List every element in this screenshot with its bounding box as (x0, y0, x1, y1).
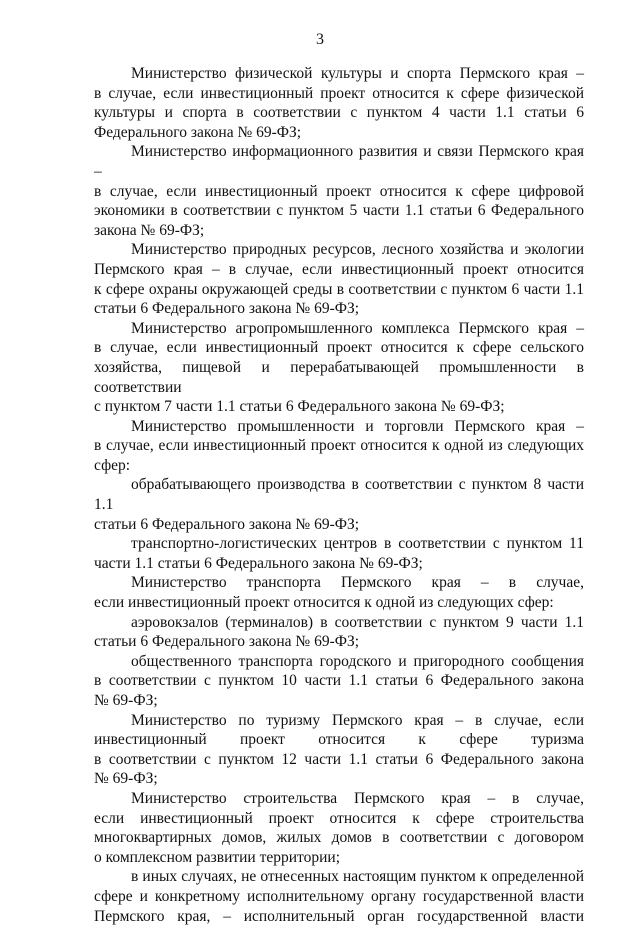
text-line: Федерального закона № 69-ФЗ; (94, 123, 302, 141)
text-line: о комплексном развитии территории; (94, 848, 341, 866)
text-line: № 69-ФЗ; (94, 692, 158, 709)
text-line: Министерство физической культуры и спорта Пермского края – (131, 65, 584, 82)
text-line: многоквартирных домов, жилых домов в соответствии с договором (94, 829, 584, 847)
text-line: экономики в соответствии с пунктом 5 части 1.1 статьи 6 Федерального (94, 202, 584, 220)
text-line: Министерство промышленности и торговли Пермского края – (131, 417, 584, 435)
document-body (94, 64, 584, 926)
text-line: транспортно-логистических центров в соответствии с пунктом 11 (131, 535, 584, 553)
text-line: если инвестиционный проект относится к одной из следующих сфер: (94, 594, 554, 612)
paragraph-ministry-tourism (94, 711, 584, 789)
paragraph-ministry-industry (94, 417, 584, 476)
text-line: Пермского края, – исполнительный орган государственной власти (94, 907, 584, 925)
text-line: статьи 6 Федерального закона № 69-ФЗ; (94, 300, 360, 318)
text-line: к сфере охраны окружающей среды в соответствии с пунктом 6 части 1.1 (94, 280, 584, 298)
text-line: инвестиционный проект относится к сфере туризма (94, 731, 584, 749)
text-line: хозяйства, пищевой и перерабатывающей промышленности в соответствии (94, 358, 584, 396)
text-line: аэровокзалов (терминалов) в соответствии с пунктом 9 части 1.1 (131, 613, 584, 631)
text-line: если инвестиционный проект относится к сфере строительства (94, 809, 584, 827)
text-line: в случае, если инвестиционный проект относится к сфере сельского (94, 339, 584, 357)
paragraph-ministry-it (94, 142, 584, 240)
text-line: Министерство природных ресурсов, лесного хозяйства и экологии (131, 241, 584, 259)
text-line: культуры и спорта в соответствии с пунктом 4 части 1.1 статьи 6 (94, 104, 584, 122)
paragraph-ministry-ecology (94, 240, 584, 318)
paragraph-airports (94, 613, 584, 652)
text-line: Министерство по туризму Пермского края – в случае, если (131, 711, 584, 729)
text-line: № 69-ФЗ; (94, 770, 158, 788)
paragraph-ministry-construction (94, 789, 584, 867)
text-line: в случае, если инвестиционный проект относится к сфере цифровой (94, 182, 584, 200)
text-line: Министерство информационного развития и связи Пермского края – (94, 143, 584, 180)
text-line: Министерство агропромышленного комплекса Пермского края – (131, 319, 584, 337)
text-line: в соответствии с пунктом 12 части 1.1 статьи 6 Федерального закона (94, 750, 584, 768)
text-line: Пермского края – в случае, если инвестиционный проект относится (94, 260, 584, 278)
paragraph-public-transport (94, 652, 584, 711)
paragraph-manufacturing (94, 475, 584, 534)
text-line: Министерство строительства Пермского края – в случае, (131, 789, 584, 807)
text-line: сфер: (94, 456, 131, 474)
text-line: обрабатывающего производства в соответствии с пунктом 8 части 1.1 (94, 476, 584, 514)
text-line: сфере и конкретному исполнительному органу государственной власти (94, 887, 584, 905)
text-line: части 1.1 статьи 6 Федерального закона № 69-ФЗ; (94, 554, 423, 572)
paragraph-ministry-agro (94, 319, 584, 417)
text-line: закона № 69-ФЗ; (94, 221, 205, 239)
text-line: в соответствии с пунктом 10 части 1.1 статьи 6 Федерального закона (94, 672, 584, 690)
text-line: в иных случаях, не отнесенных настоящим пунктом к определенной (131, 868, 584, 886)
text-line: Министерство транспорта Пермского края – в случае, (131, 574, 584, 592)
text-line: в случае, если инвестиционный проект относится к одной из следующих (94, 437, 584, 455)
text-line: статьи 6 Федерального закона № 69-ФЗ; (94, 515, 360, 533)
paragraph-logistics (94, 534, 584, 573)
text-line: с пунктом 7 части 1.1 статьи 6 Федерального закона № 69-ФЗ; (94, 398, 505, 416)
paragraph-ministry-sport (94, 64, 584, 142)
text-line: общественного транспорта городского и пригородного сообщения (131, 652, 584, 670)
text-line: в случае, если инвестиционный проект относится к сфере физической (94, 84, 584, 102)
paragraph-ministry-transport (94, 573, 584, 612)
text-line: статьи 6 Федерального закона № 69-ФЗ; (94, 633, 360, 651)
paragraph-other-cases (94, 867, 584, 926)
page-number: 3 (316, 31, 324, 48)
